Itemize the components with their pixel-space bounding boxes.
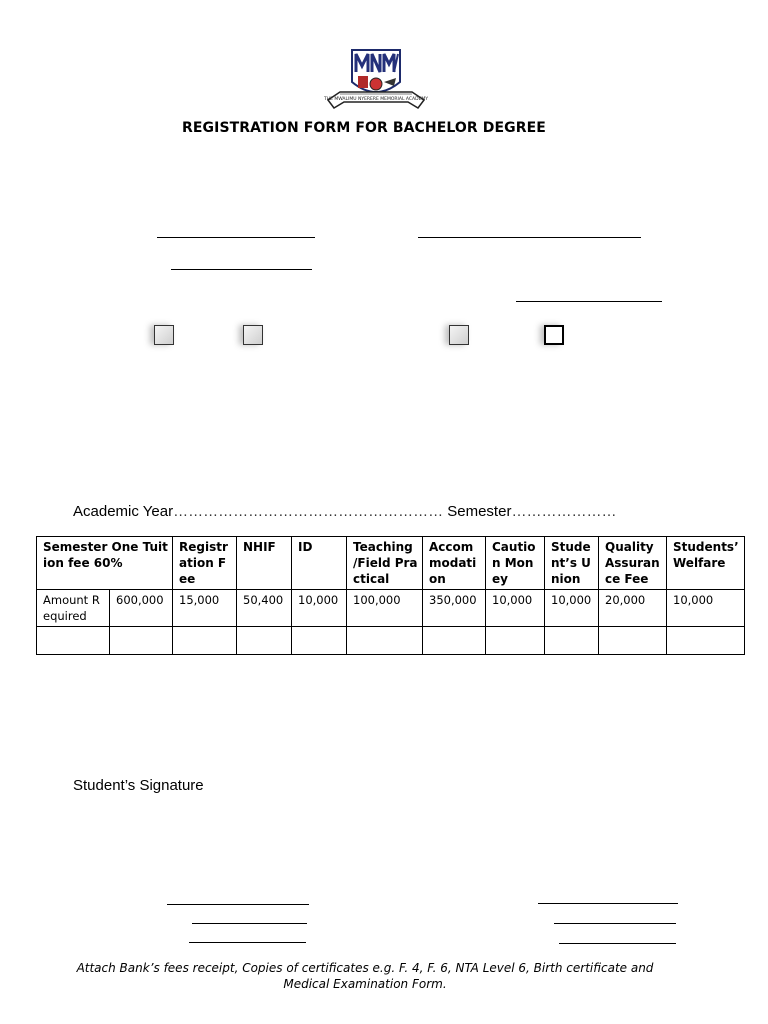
amount-cell: 15,000 — [173, 590, 237, 627]
checkbox[interactable] — [243, 325, 263, 345]
table-header-row — [37, 537, 745, 590]
empty-cell[interactable] — [347, 627, 423, 655]
empty-cell[interactable] — [37, 627, 110, 655]
checkbox[interactable] — [449, 325, 469, 345]
empty-cell[interactable] — [667, 627, 745, 655]
header-caution: Caution Money — [486, 537, 545, 590]
empty-cell[interactable] — [292, 627, 347, 655]
academic-year-row — [73, 503, 616, 520]
blank-line[interactable] — [418, 237, 641, 238]
academic-year-label: Academic Year — [73, 503, 174, 520]
amount-cell: 600,000 — [110, 590, 173, 627]
amount-cell: 20,000 — [599, 590, 667, 627]
header-welfare: Students’ Welfare — [667, 537, 745, 590]
empty-cell[interactable] — [423, 627, 486, 655]
amount-cell: 10,000 — [292, 590, 347, 627]
semester-label: Semester — [447, 503, 512, 520]
blank-line[interactable] — [189, 942, 306, 943]
blank-line[interactable] — [559, 943, 676, 944]
amount-cell: 100,000 — [347, 590, 423, 627]
svg-text:THE MWALIMU NYERERE MEMORIAL A: THE MWALIMU NYERERE MEMORIAL ACADEMY — [323, 97, 429, 102]
header-tuition: Semester One Tuition fee 60% — [37, 537, 173, 590]
amount-cell: 50,400 — [237, 590, 292, 627]
blank-line[interactable] — [167, 904, 309, 905]
amount-cell: 10,000 — [667, 590, 745, 627]
checkbox[interactable] — [544, 325, 564, 345]
header-teaching: Teaching /Field Practical — [347, 537, 423, 590]
blank-line[interactable] — [192, 923, 307, 924]
attachment-note: Attach Bank’s fees receipt, Copies of certificates e.g. F. 4, F. 6, NTA Level 6, Birth certificate and Medical Examination Form. — [76, 961, 654, 991]
table-row — [37, 590, 745, 627]
empty-cell[interactable] — [110, 627, 173, 655]
student-signature-label: Student’s Signature — [73, 777, 204, 794]
institution-logo — [322, 44, 430, 116]
table-row-empty — [37, 627, 745, 655]
header-nhif: NHIF — [237, 537, 292, 590]
semester-field[interactable]: ………………… — [511, 503, 617, 520]
blank-line[interactable] — [516, 301, 662, 302]
checkbox[interactable] — [154, 325, 174, 345]
header-quality: Quality Assurance Fee — [599, 537, 667, 590]
amount-required-label: Amount Required — [37, 590, 110, 627]
amount-cell: 10,000 — [545, 590, 599, 627]
fees-table — [36, 536, 745, 655]
empty-cell[interactable] — [599, 627, 667, 655]
empty-cell[interactable] — [173, 627, 237, 655]
empty-cell[interactable] — [486, 627, 545, 655]
amount-cell: 350,000 — [423, 590, 486, 627]
blank-line[interactable] — [554, 923, 676, 924]
academic-year-field[interactable]: ……………………………………………… — [173, 503, 444, 520]
form-title: REGISTRATION FORM FOR BACHELOR DEGREE — [182, 120, 546, 136]
empty-cell[interactable] — [237, 627, 292, 655]
empty-cell[interactable] — [545, 627, 599, 655]
logo-ribbon — [323, 92, 428, 108]
blank-line[interactable] — [171, 269, 312, 270]
header-accommodation: Accommodation — [423, 537, 486, 590]
blank-line[interactable] — [157, 237, 315, 238]
blank-line[interactable] — [538, 903, 678, 904]
header-id: ID — [292, 537, 347, 590]
header-union: Student’s Union — [545, 537, 599, 590]
header-registration: Registration Fee — [173, 537, 237, 590]
amount-cell: 10,000 — [486, 590, 545, 627]
